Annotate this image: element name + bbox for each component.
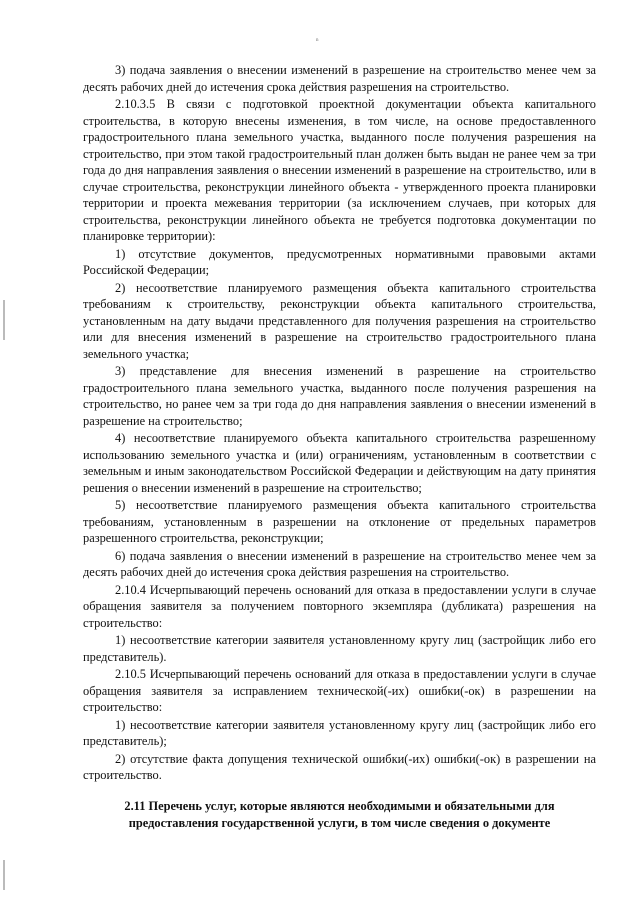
- list-item: 1) несоответствие категории заявителя установленному кругу лиц (застройщик либо его представитель).: [83, 633, 596, 664]
- list-item: 5) несоответствие планируемого размещения объекта капитального строительства требованиям, установленным в разрешении на отклонение от предельных параметров разрешенного строительства, реконструкции;: [83, 498, 596, 545]
- section-heading: 2.11 Перечень услуг, которые являются необходимыми и обязательными для предоставления государственной услуги, в том числе сведения о документе: [124, 798, 555, 830]
- document-page: [83, 62, 596, 844]
- scan-mark: ⁿ: [316, 36, 319, 45]
- list-item: 2) отсутствие факта допущения технической ошибки(-их) ошибки(-ок) в разрешении на строительство.: [83, 751, 596, 782]
- list-item: 6) подача заявления о внесении изменений в разрешение на строительство менее чем за десять рабочих дней до истечения срока действия разрешения на строительство.: [83, 548, 596, 579]
- list-item: 3) представление для внесения изменений в разрешение на строительство градостроительного плана земельного участка, выданного после получения разрешения на строительство, но ранее чем за три года до дня направления заявления о внесении изменений в разрешение на строительство;: [83, 364, 596, 428]
- paragraph: 2.10.4 Исчерпывающий перечень оснований для отказа в предоставлении услуги в случае обращения заявителя за получением повторного экземпляра (дубликата) разрешения на строительство:: [83, 582, 596, 630]
- paragraph: 3) подача заявления о внесении изменений в разрешение на строительство менее чем за десять рабочих дней до истечения срока действия разрешения на строительство.: [83, 63, 596, 94]
- paragraph: 2.10.5 Исчерпывающий перечень оснований для отказа в предоставлении услуги в случае обращения заявителя за исправлением технической(-их) ошибки(-ок) в разрешении на строительство:: [83, 667, 596, 714]
- scan-edge-mark: [3, 860, 5, 890]
- list-item: 4) несоответствие планируемого объекта капитального строительства разрешенному использованию земельного участка и (или) ограничениям, установленным в соответствии с земельным и иным законодательством Российской Федерации и действующим на дату принятия решения о внесении изменений в разрешение на строительство;: [83, 431, 596, 495]
- paragraph: 2.10.3.5 В связи с подготовкой проектной документации объекта капитального строительства, в которую внесены изменения, в том числе, на основе предоставленного градостроительного плана земельного участка, выданного после получения разрешения на строительство, при этом такой градостроительный план должен быть выдан не ранее чем за три года до дня направления заявления о внесении изменений в разрешение на строительство, или в случае строительства, реконструкции линейного объекта - утвержденного проекта планировки территории и проекта межевания территории (за исключением случаев, при которых для строительства, реконструкции линейного объекта не требуется подготовка документации по планировке территории):: [83, 97, 596, 243]
- list-item: 1) несоответствие категории заявителя установленному кругу лиц (застройщик либо его представитель);: [83, 717, 596, 748]
- list-item: 1) отсутствие документов, предусмотренных нормативными правовыми актами Российской Федерации;: [83, 246, 596, 277]
- list-item: 2) несоответствие планируемого размещения объекта капитального строительства требованиям к строительству, реконструкции объекта капитального строительства, установленным на дату выдачи представленного для получения разрешения на строительство или для внесения изменений в разрешение на строительство градостроительного плана земельного участка;: [83, 280, 596, 361]
- scan-edge-mark: [3, 300, 5, 340]
